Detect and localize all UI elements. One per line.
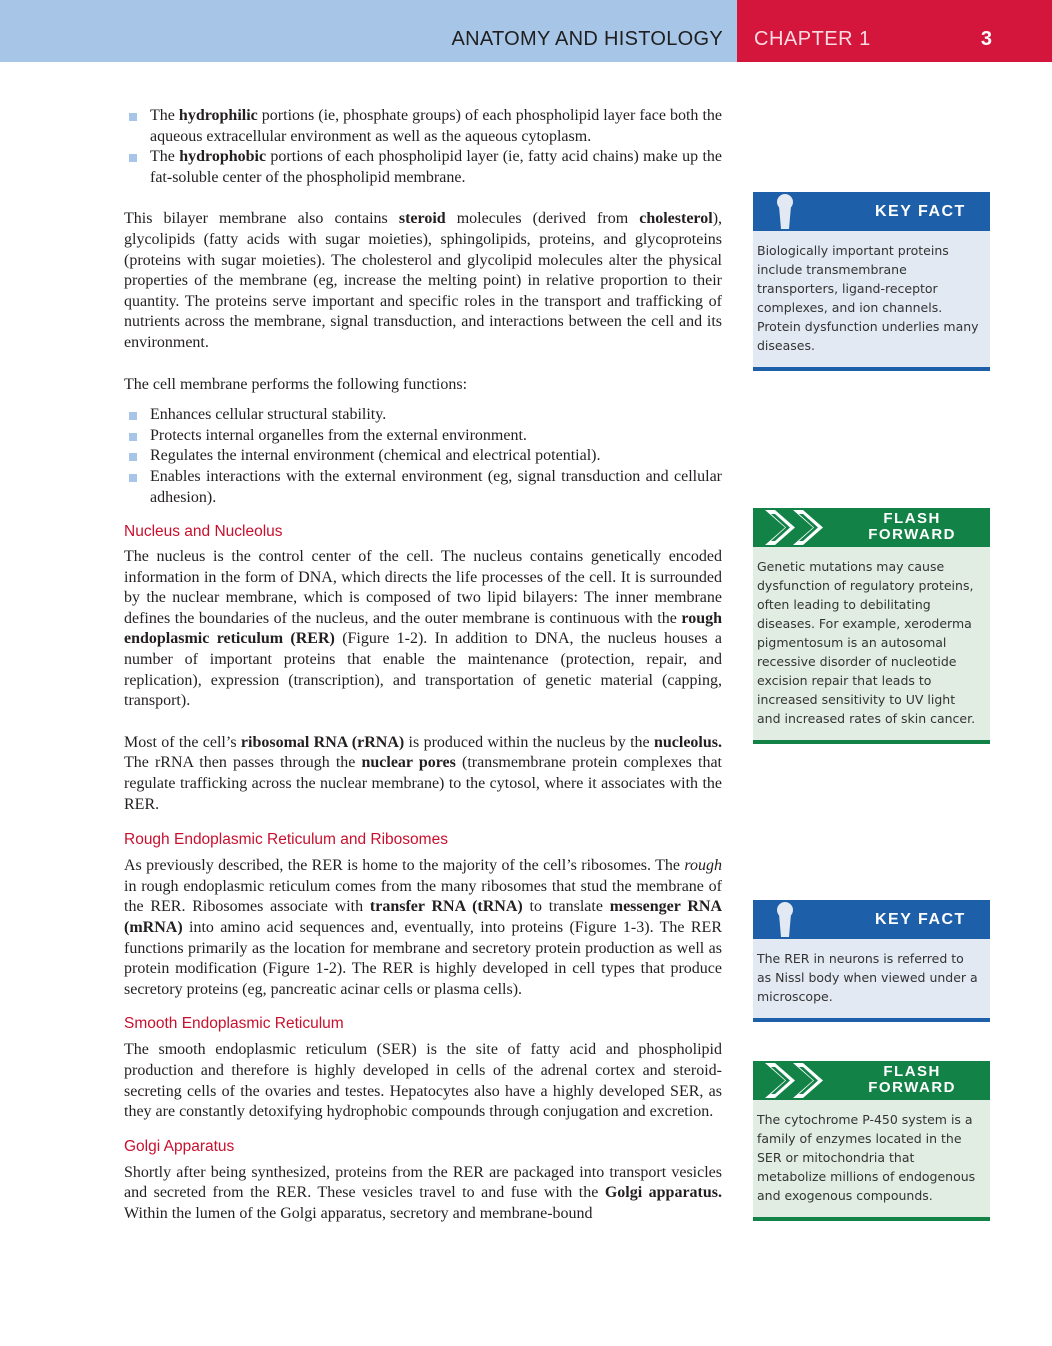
flash-forward-header [753, 508, 990, 547]
key-fact-box [753, 192, 990, 371]
paragraph-rer: As previously described, the RER is home to the majority of the cell’s ribosomes. The rough in rough endoplasmic reticulum comes from the many ribosomes that stud the membrane of the RER. Ribosomes associate with transfer RNA (tRNA) to translate messenger RNA (mRNA) into amino acid sequences and, eventually, into proteins (Figure 1-3). The RER functions primarily as the location for membrane and secretory protein production as well as protein modification (Figure 1-2). The RER is highly developed in cell types that produce secretory proteins (eg, pancreatic acinar cells or plasma cells). [124, 857, 722, 998]
functions-list [124, 405, 722, 508]
functions-intro: The cell membrane performs the following functions: [124, 375, 468, 393]
header-chapter-bar [737, 0, 1052, 62]
key-fact-text: The RER in neurons is referred to as Nissl body when viewed under a microscope. [753, 939, 990, 1022]
keyhole-icon [773, 901, 797, 937]
list-item: Enables interactions with the external environment (eg, signal transduction and cellular adhesion). [124, 467, 722, 508]
key-fact-label: KEY FACT [875, 911, 966, 928]
page-number: 3 [980, 28, 992, 50]
list-item: The hydrophobic portions of each phospholipid layer (ie, fatty acid chains) make up the fat-soluble center of the phospholipid membrane. [124, 147, 722, 188]
flash-forward-box [753, 1061, 990, 1221]
header-section-bar [0, 0, 737, 62]
double-chevron-icon [753, 508, 843, 547]
list-item: Regulates the internal environment (chemical and electrical potential). [124, 446, 722, 467]
key-fact-text: Biologically important proteins include transmembrane transporters, ligand-receptor complexes, and ion channels. Protein dysfunction underlies many diseases. [753, 231, 990, 371]
paragraph-golgi: Shortly after being synthesized, proteins from the RER are packaged into transport vesicles and secreted from the RER. These vesicles travel to and fuse with the Golgi apparatus. Within the lumen of the Golgi apparatus, secretory and membrane-bound [124, 1163, 723, 1222]
list-item: Protects internal organelles from the external environment. [124, 426, 722, 447]
heading-golgi: Golgi Apparatus [124, 1137, 235, 1155]
double-chevron-icon [753, 1061, 843, 1100]
flash-forward-header [753, 1061, 990, 1100]
key-fact-header [753, 900, 990, 939]
flash-forward-label: FLASH FORWARD [868, 510, 956, 543]
heading-nucleus: Nucleus and Nucleolus [124, 523, 283, 541]
flash-forward-box [753, 508, 990, 744]
flash-forward-text: Genetic mutations may cause dysfunction of regulatory proteins, often leading to debilitating diseases. For example, xeroderma pigmentosum is an autosomal recessive disorder of nucleotide excision repair that leads to increased sensitivity to UV light and increased rates of skin cancer. [753, 547, 990, 744]
paragraph-nucleolus: Most of the cell’s ribosomal RNA (rRNA) is produced within the nucleus by the nucleolus. The rRNA then passes through the nuclear pores (transmembrane protein complexes that regulate trafficking across the nuclear membrane) to the cytosol, where it associates with the RER. [124, 733, 722, 813]
flash-forward-label: FLASH FORWARD [868, 1063, 956, 1096]
paragraph-bilayer: This bilayer membrane also contains steroid molecules (derived from cholesterol), glycolipids (fatty acids with sugar moieties), sphingolipids, proteins, and glycoproteins (proteins with sugar moieties). The cholesterol and glycolipid molecules alter the physical properties of the membrane (eg, increase the melting point) in relative proportion to their quantity. The proteins serve important and specific roles in the transport and trafficking of nutrients across the membrane, signal transduction, and interactions between the cell and its environment. [124, 210, 723, 351]
key-fact-header [753, 192, 990, 231]
list-item: Enhances cellular structural stability. [124, 405, 722, 426]
paragraph-nucleus: The nucleus is the control center of the cell. The nucleus contains genetically encoded information in the form of DNA, which directs the life processes of the cell. It is surrounded by the nuclear membrane, which is composed of two lipid bilayers: The inner membrane defines the boundaries of the nucleus, and the outer membrane is continuous with the rough endoplasmic reticulum (RER) (Figure 1-2). In addition to DNA, the nucleus houses a number of important proteins that enable the maintenance (protection, repair, and replication), expression (transcription), and transportation of genetic material (capping, transport). [124, 548, 723, 710]
section-title: ANATOMY AND HISTOLOGY [451, 28, 723, 50]
flash-forward-text: The cytochrome P-450 system is a family of enzymes located in the SER or mitochondria that metabolize millions of endogenous and exogenous compounds. [753, 1100, 990, 1221]
main-text-column [124, 106, 722, 1225]
chapter-label: CHAPTER 1 [754, 28, 871, 50]
key-fact-label: KEY FACT [875, 203, 966, 220]
heading-rer: Rough Endoplasmic Reticulum and Ribosomes [124, 831, 448, 849]
membrane-bullet-list [124, 106, 722, 188]
list-item: The hydrophilic portions (ie, phosphate groups) of each phospholipid layer face both the aqueous extracellular environment as well as the aqueous cytoplasm. [124, 106, 722, 147]
key-fact-box [753, 900, 990, 1022]
paragraph-ser: The smooth endoplasmic reticulum (SER) is the site of fatty acid and phospholipid production and therefore is highly developed in cells of the adrenal cortex and steroid-secreting cells of the ovaries and testes. Hepatocytes also have a highly developed SER, as they are constantly detoxifying hydrophobic compounds through conjugation and excretion. [124, 1041, 722, 1121]
keyhole-icon [773, 193, 797, 229]
heading-ser: Smooth Endoplasmic Reticulum [124, 1015, 344, 1033]
